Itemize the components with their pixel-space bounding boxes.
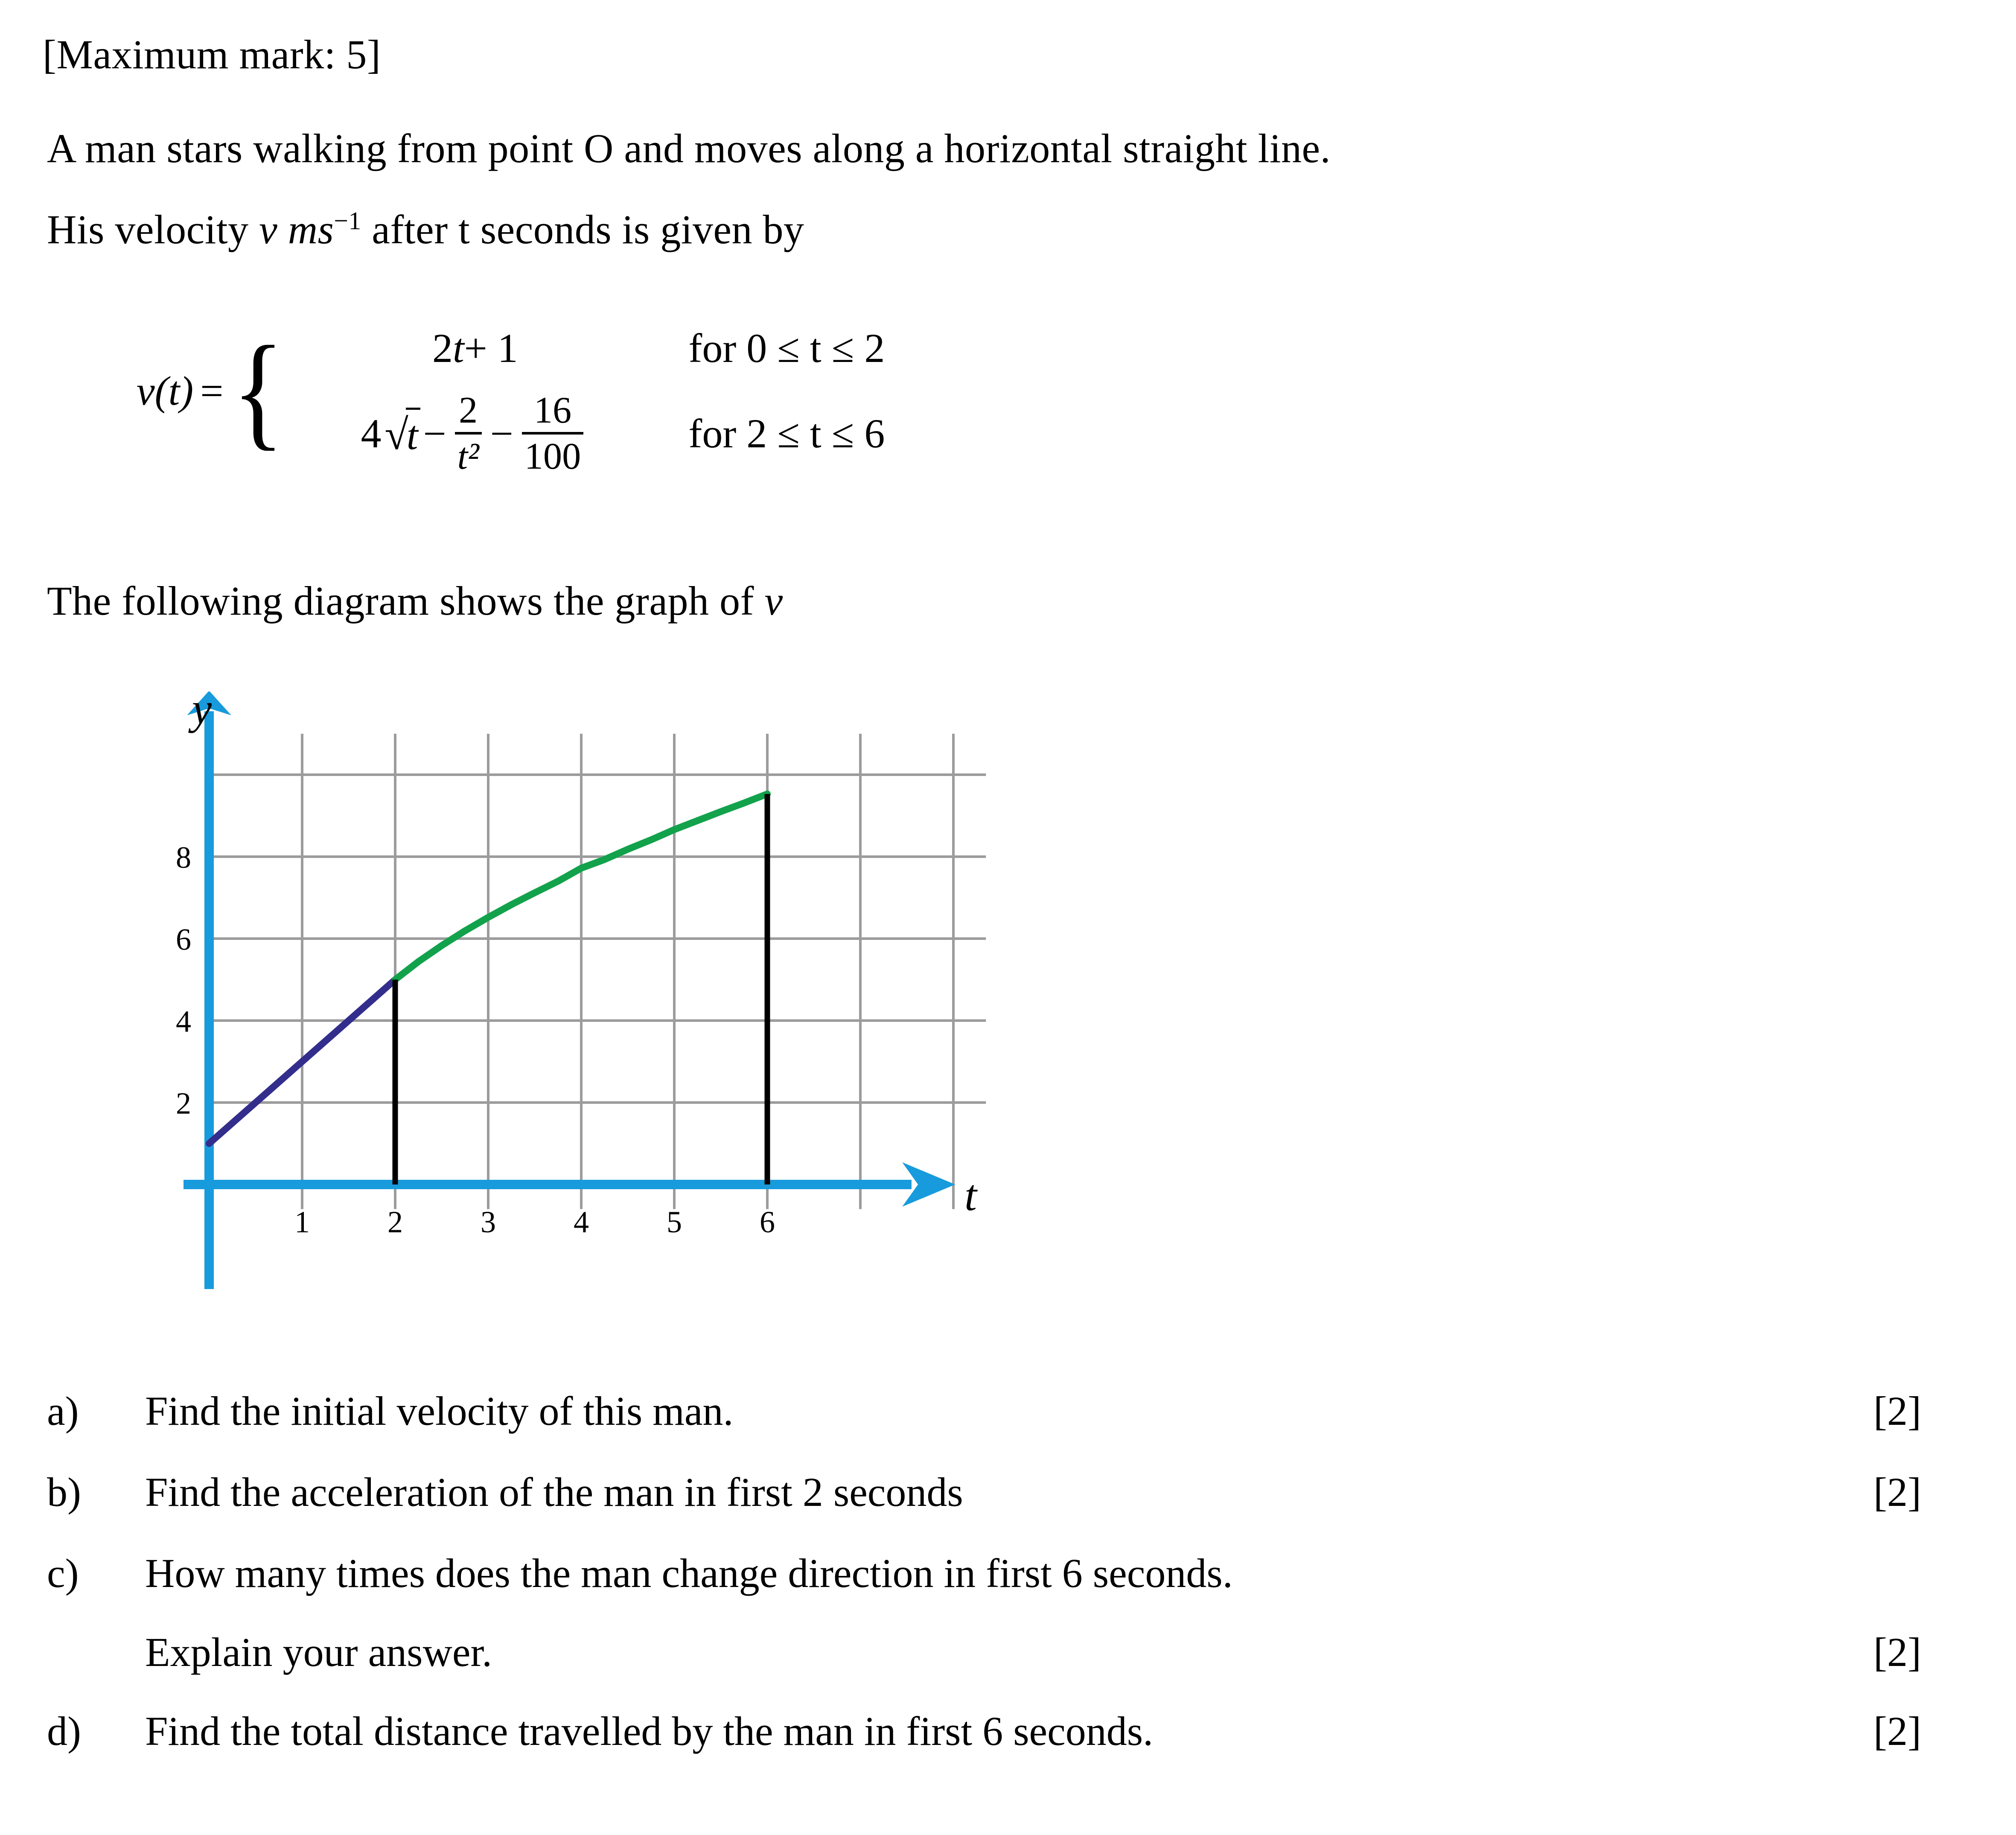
maximum-mark-heading: [Maximum mark: 5] <box>43 32 381 77</box>
case-1-coef: 2 <box>432 325 453 371</box>
intro-line-2-post: after t seconds is given by <box>361 207 804 252</box>
question-label: b) <box>47 1469 81 1515</box>
case-1-expression <box>291 324 658 372</box>
question-text: Find the acceleration of the man in first 2 seconds <box>145 1469 963 1515</box>
intro-line-2 <box>47 209 804 250</box>
x-tick-label-4: 4 <box>574 1205 589 1239</box>
fraction-2-bar <box>522 432 583 435</box>
intro-line-1: A man stars walking from point O and moves along a horizontal straight line. <box>47 125 1331 171</box>
case-2-minus-1: − <box>423 410 446 456</box>
question-label: d) <box>47 1708 81 1754</box>
tick-labels-group <box>176 840 775 1239</box>
equals-sign: = <box>200 368 224 414</box>
fraction-sixteen-over-hundred <box>522 391 583 476</box>
fraction-1-numerator: 2 <box>459 389 478 431</box>
question-label: c) <box>47 1550 79 1596</box>
case-1-const: + 1 <box>464 325 518 371</box>
velocity-time-graph-svg <box>141 691 1037 1289</box>
axes-group <box>184 691 955 1289</box>
function-name: v <box>137 368 155 414</box>
question-text: Find the initial velocity of this man. <box>145 1388 734 1434</box>
question-mark-badge: [2] <box>1873 1388 1921 1434</box>
case-2-radicand: t <box>406 408 421 459</box>
x-tick-label-6: 6 <box>760 1205 775 1239</box>
gridlines-group <box>209 734 986 1209</box>
y-tick-label-2: 2 <box>176 1086 191 1120</box>
question-mark-badge: [2] <box>1873 1469 1921 1515</box>
fraction-1-denominator: t² <box>457 435 479 477</box>
x-tick-label-1: 1 <box>294 1205 310 1239</box>
question-mark-badge: [2] <box>1873 1629 1921 1675</box>
fraction-two-over-t-squared <box>455 391 482 476</box>
fraction-2-denominator: 100 <box>524 435 581 477</box>
x-tick-label-5: 5 <box>667 1205 682 1239</box>
question-label: a) <box>47 1388 79 1434</box>
case-2-condition: for 2 ≤ t ≤ 6 <box>688 410 885 456</box>
formula-case-1 <box>291 314 885 382</box>
intro-line-2-pre: His velocity <box>47 207 259 252</box>
question-text: Find the total distance travelled by the man in first 6 seconds. <box>145 1708 1154 1754</box>
y-tick-label-6: 6 <box>176 922 191 957</box>
function-arg: (t) <box>154 368 194 414</box>
square-root-icon: √t <box>381 408 420 459</box>
y-axis-label: y <box>192 691 212 733</box>
y-tick-label-8: 8 <box>176 840 191 875</box>
piecewise-formula <box>137 314 885 477</box>
question-text: How many times does the man change direction in first 6 seconds. <box>145 1550 1233 1596</box>
fraction-2-numerator: 16 <box>533 389 572 431</box>
left-brace-icon: { <box>232 320 285 461</box>
question-mark-badge: [2] <box>1873 1708 1921 1754</box>
case-1-variable: t <box>452 325 464 371</box>
case-2-expression <box>291 391 658 476</box>
formula-case-2 <box>291 389 885 477</box>
function-head <box>137 367 227 414</box>
formula-cases <box>291 314 885 477</box>
velocity-exponent: −1 <box>334 207 361 235</box>
x-tick-label-2: 2 <box>387 1205 403 1239</box>
y-tick-label-4: 4 <box>176 1004 191 1039</box>
diagram-caption-variable: v <box>764 578 783 624</box>
diagram-caption-text: The following diagram shows the graph of <box>47 578 765 624</box>
fraction-1-bar <box>455 432 482 435</box>
x-axis-label: t <box>964 1171 977 1220</box>
case-2-minus-2: − <box>490 410 513 456</box>
velocity-time-graph <box>141 691 1037 1289</box>
diagram-caption <box>47 578 783 624</box>
x-tick-label-3: 3 <box>481 1205 496 1239</box>
velocity-symbol: v ms <box>259 207 334 252</box>
question-text: Explain your answer. <box>145 1629 492 1675</box>
case-2-coef: 4 <box>361 410 382 456</box>
case-1-condition: for 0 ≤ t ≤ 2 <box>688 325 885 371</box>
